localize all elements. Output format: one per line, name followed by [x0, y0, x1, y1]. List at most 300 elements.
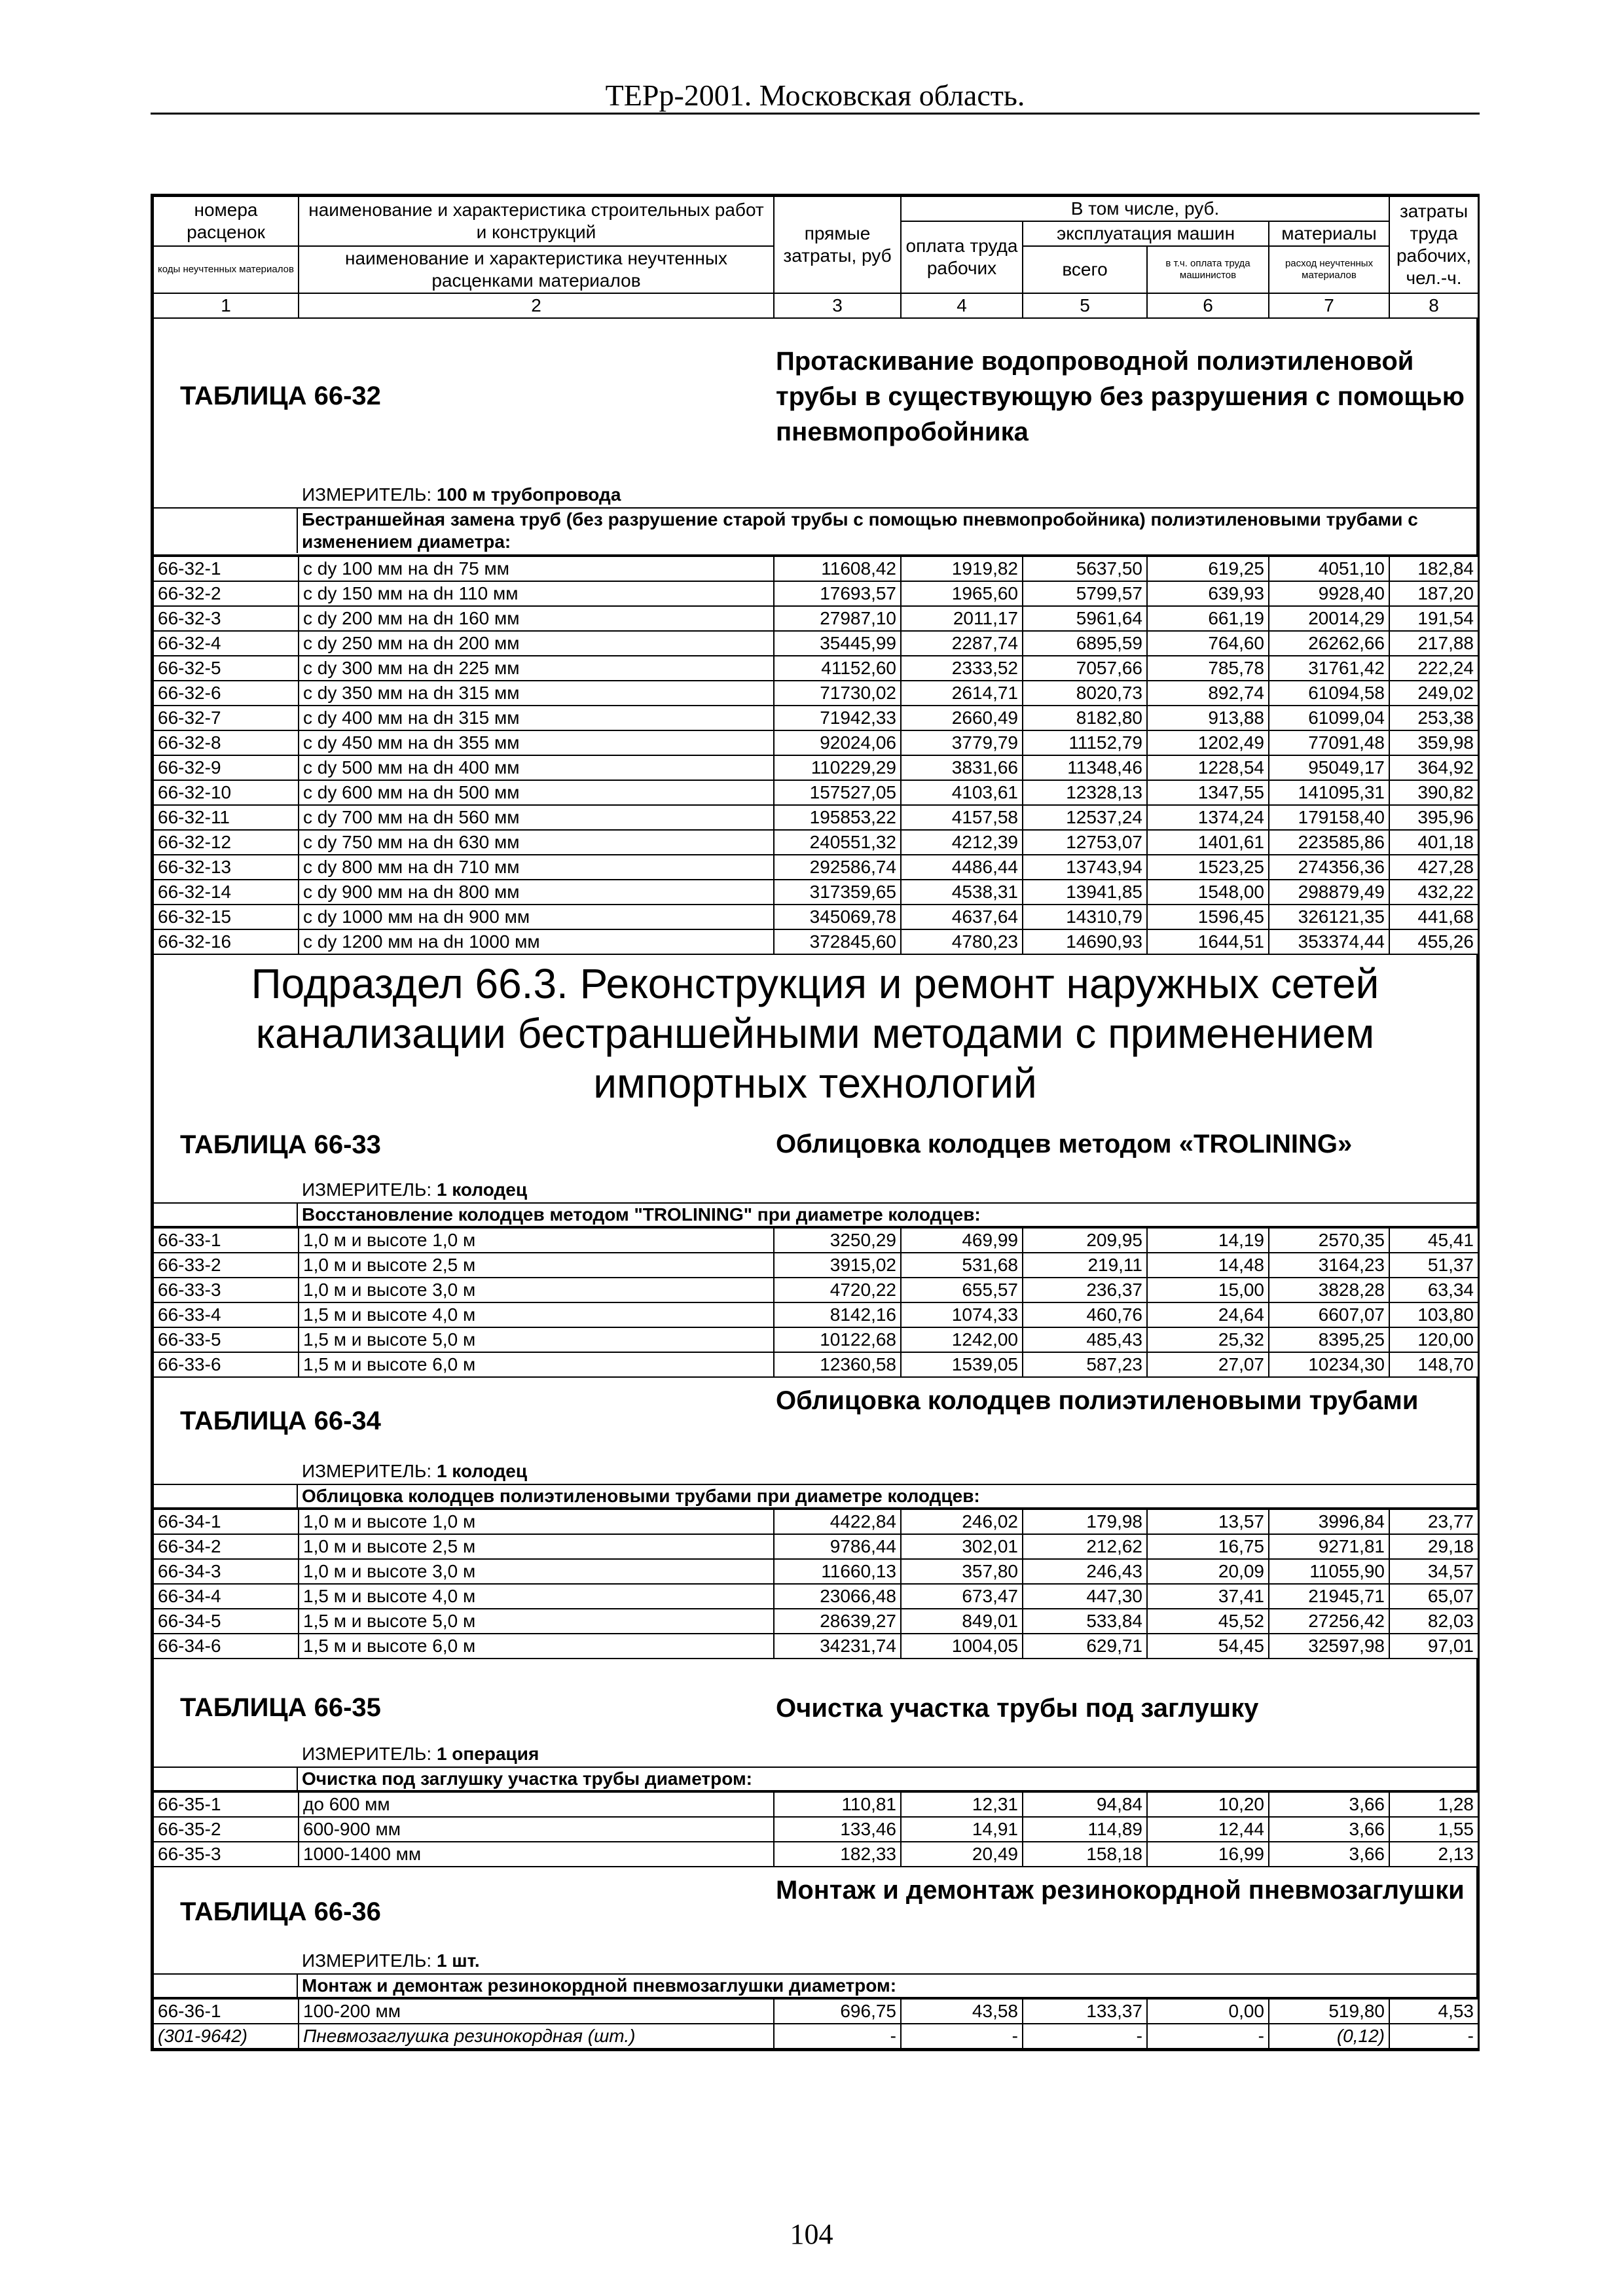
rate-value: 43,58	[901, 1999, 1023, 2024]
rate-value: 441,68	[1389, 905, 1478, 929]
rate-value: 1074,33	[901, 1302, 1023, 1327]
rate-value: 1523,25	[1147, 855, 1269, 880]
rate-value: 8182,80	[1023, 706, 1147, 730]
rate-value: 14690,93	[1023, 929, 1147, 954]
rate-value: 1539,05	[901, 1352, 1023, 1377]
rates-table	[153, 556, 1479, 955]
rates-table	[153, 1791, 1479, 1867]
rate-value: 13,57	[1147, 1509, 1269, 1534]
rate-value: 2287,74	[901, 631, 1023, 656]
rate-value: 661,19	[1147, 606, 1269, 631]
table-row	[153, 830, 1478, 855]
rate-value: 353374,44	[1269, 929, 1389, 954]
rate-value: 298879,49	[1269, 880, 1389, 905]
rate-value: 12328,13	[1023, 780, 1147, 805]
rate-description: 1,5 м и высоте 5,0 м	[299, 1327, 774, 1352]
rate-value: 3,66	[1269, 1817, 1389, 1842]
rate-value: 673,47	[901, 1584, 1023, 1609]
table-description: Монтаж и демонтаж резинокордной пневмозаглушки	[776, 1876, 1465, 1905]
rate-value: 14310,79	[1023, 905, 1147, 929]
col-number: 6	[1147, 293, 1269, 318]
table-description: Протаскивание водопроводной полиэтиленовой трубы в существующую без разрушения с помощью пневмопробойника	[776, 347, 1465, 446]
rate-value: 179158,40	[1269, 805, 1389, 830]
col-labor-header: затраты труда рабочих, чел.-ч.	[1389, 196, 1478, 293]
rate-value: 14,91	[901, 1817, 1023, 1842]
rate-code: 66-32-7	[153, 706, 299, 730]
group-heading	[153, 1202, 1478, 1227]
rate-value: 16,75	[1147, 1534, 1269, 1559]
rate-value: 219,11	[1023, 1253, 1147, 1278]
table-row	[153, 556, 1478, 581]
rate-value: 485,43	[1023, 1327, 1147, 1352]
col-number: 2	[299, 293, 774, 318]
rate-value: 10122,68	[774, 1327, 901, 1352]
rate-value: 23,77	[1389, 1509, 1478, 1534]
rate-value: 11608,42	[774, 556, 901, 581]
rate-value: 1374,24	[1147, 805, 1269, 830]
rate-value: 182,33	[774, 1842, 901, 1867]
rate-value: 77091,48	[1269, 730, 1389, 755]
rate-value: 619,25	[1147, 556, 1269, 581]
rate-description: 1,5 м и высоте 6,0 м	[299, 1634, 774, 1659]
rate-value: 4486,44	[901, 855, 1023, 880]
table-66-34-title	[153, 1378, 1478, 1459]
rate-value: 390,82	[1389, 780, 1478, 805]
rate-value: 32597,98	[1269, 1634, 1389, 1659]
rate-code: 66-35-3	[153, 1842, 299, 1867]
table-row	[153, 1228, 1478, 1253]
table-row	[153, 1327, 1478, 1352]
rate-value: 16,99	[1147, 1842, 1269, 1867]
rate-value: 1242,00	[901, 1327, 1023, 1352]
rate-value: 460,76	[1023, 1302, 1147, 1327]
rate-description: 600-900 мм	[299, 1817, 774, 1842]
group-text: Очистка под заглушку участка трубы диаметром:	[297, 1768, 1476, 1790]
rate-code: 66-32-1	[153, 556, 299, 581]
rate-value: 4538,31	[901, 880, 1023, 905]
rate-value: -	[1389, 2024, 1478, 2049]
measure-line	[153, 1177, 1478, 1202]
price-sheet	[151, 194, 1480, 2051]
rate-value: 0,00	[1147, 1999, 1269, 2024]
running-header: ТЕРр-2001. Московская область.	[605, 79, 1025, 112]
rate-value: 455,26	[1389, 929, 1478, 954]
rate-code: 66-34-6	[153, 1634, 299, 1659]
rate-value: 9928,40	[1269, 581, 1389, 606]
rate-code: 66-32-11	[153, 805, 299, 830]
rate-value: 1347,55	[1147, 780, 1269, 805]
rate-code: 66-33-3	[153, 1278, 299, 1302]
rate-value: 8020,73	[1023, 681, 1147, 706]
rate-description: с dy 450 мм на dн 355 мм	[299, 730, 774, 755]
measure-line	[153, 482, 1478, 507]
rate-description: с dy 700 мм на dн 560 мм	[299, 805, 774, 830]
rate-value: 6607,07	[1269, 1302, 1389, 1327]
rate-description: с dy 1200 мм на dн 1000 мм	[299, 929, 774, 954]
rate-description: 1,5 м и высоте 5,0 м	[299, 1609, 774, 1634]
rate-value: 1004,05	[901, 1634, 1023, 1659]
rate-description: 1,0 м и высоте 1,0 м	[299, 1509, 774, 1534]
rate-code: 66-33-4	[153, 1302, 299, 1327]
rate-value: 6895,59	[1023, 631, 1147, 656]
rate-code: (301-9642)	[153, 2024, 299, 2049]
rate-value: 61099,04	[1269, 706, 1389, 730]
rate-value: 240551,32	[774, 830, 901, 855]
col-code-header: номера расценок	[153, 196, 299, 246]
rate-value: 2011,17	[901, 606, 1023, 631]
rate-value: 28639,27	[774, 1609, 901, 1634]
rate-value: 182,84	[1389, 556, 1478, 581]
rate-value: 357,80	[901, 1559, 1023, 1584]
rate-value: 3,66	[1269, 1792, 1389, 1817]
rate-value: 655,57	[901, 1278, 1023, 1302]
table-row	[153, 730, 1478, 755]
rate-value: 12537,24	[1023, 805, 1147, 830]
rate-value: 764,60	[1147, 631, 1269, 656]
rate-value: 195853,22	[774, 805, 901, 830]
table-row	[153, 855, 1478, 880]
rate-value: 71942,33	[774, 706, 901, 730]
rate-value: 274356,36	[1269, 855, 1389, 880]
rate-description: 1,0 м и высоте 3,0 м	[299, 1278, 774, 1302]
rates-table	[153, 1509, 1479, 1659]
page-number: 104	[790, 2218, 833, 2250]
rate-description: с dy 350 мм на dн 315 мм	[299, 681, 774, 706]
rate-value: 302,01	[901, 1534, 1023, 1559]
col-machines-total: всего	[1023, 246, 1147, 293]
rate-value: 25,32	[1147, 1327, 1269, 1352]
rate-value: 12,44	[1147, 1817, 1269, 1842]
column-header	[153, 196, 1479, 319]
rate-value: 2333,52	[901, 656, 1023, 681]
rate-description: 1,5 м и высоте 4,0 м	[299, 1584, 774, 1609]
group-heading	[153, 1767, 1478, 1791]
rate-value: 45,41	[1389, 1228, 1478, 1253]
rate-description: 1,5 м и высоте 6,0 м	[299, 1352, 774, 1377]
rate-value: 217,88	[1389, 631, 1478, 656]
rate-value: 447,30	[1023, 1584, 1147, 1609]
rate-value: 37,41	[1147, 1584, 1269, 1609]
group-heading	[153, 1484, 1478, 1509]
measure-label: ИЗМЕРИТЕЛЬ:	[302, 484, 432, 505]
table-row	[153, 706, 1478, 730]
table-row	[153, 905, 1478, 929]
rate-value: -	[901, 2024, 1023, 2049]
measure-value: 1 операция	[436, 1744, 539, 1764]
rate-value: 27987,10	[774, 606, 901, 631]
rate-value: 2570,35	[1269, 1228, 1389, 1253]
rate-value: 24,64	[1147, 1302, 1269, 1327]
rate-value: 8395,25	[1269, 1327, 1389, 1352]
col-number: 3	[774, 293, 901, 318]
rate-value: 179,98	[1023, 1509, 1147, 1534]
rate-code: 66-32-14	[153, 880, 299, 905]
rate-value: 1919,82	[901, 556, 1023, 581]
rate-value: 71730,02	[774, 681, 901, 706]
rate-description: с dy 200 мм на dн 160 мм	[299, 606, 774, 631]
rate-code: 66-32-6	[153, 681, 299, 706]
table-row	[153, 880, 1478, 905]
table-row	[153, 1842, 1478, 1867]
rate-value: 141095,31	[1269, 780, 1389, 805]
measure-value: 100 м трубопровода	[436, 484, 621, 505]
rate-code: 66-32-13	[153, 855, 299, 880]
rate-code: 66-36-1	[153, 1999, 299, 2024]
rate-value: 249,02	[1389, 681, 1478, 706]
rate-value: 11152,79	[1023, 730, 1147, 755]
measure-value: 1 колодец	[436, 1179, 528, 1200]
rate-value: 120,00	[1389, 1327, 1478, 1352]
rate-value: 246,02	[901, 1509, 1023, 1534]
rate-value: 395,96	[1389, 805, 1478, 830]
rate-value: 292586,74	[774, 855, 901, 880]
rate-value: 20,49	[901, 1842, 1023, 1867]
rate-value: 345069,78	[774, 905, 901, 929]
rate-value: 45,52	[1147, 1609, 1269, 1634]
table-row	[153, 1302, 1478, 1327]
table-row	[153, 1534, 1478, 1559]
rate-value: 3915,02	[774, 1253, 901, 1278]
rate-code: 66-34-2	[153, 1534, 299, 1559]
rate-value: -	[1147, 2024, 1269, 2049]
rate-value: 34231,74	[774, 1634, 901, 1659]
header-rule	[151, 113, 1480, 115]
measure-line	[153, 1948, 1478, 1973]
rate-value: 3250,29	[774, 1228, 901, 1253]
rate-code: 66-32-10	[153, 780, 299, 805]
rate-value: 82,03	[1389, 1609, 1478, 1634]
rate-description: 100-200 мм	[299, 1999, 774, 2024]
rate-value: 26262,66	[1269, 631, 1389, 656]
table-description: Очистка участка трубы под заглушку	[776, 1694, 1259, 1723]
rate-code: 66-35-2	[153, 1817, 299, 1842]
table-row	[153, 1278, 1478, 1302]
rate-value: 158,18	[1023, 1842, 1147, 1867]
rate-value: 114,89	[1023, 1817, 1147, 1842]
rate-value: 11660,13	[774, 1559, 901, 1584]
measure-label: ИЗМЕРИТЕЛЬ:	[302, 1744, 432, 1764]
group-text: Бестраншейная замена труб (без разрушение старой трубы с помощью пневмопробойника) полиэтиленовыми трубами с изменением диаметра:	[297, 509, 1476, 553]
rate-value: 14,19	[1147, 1228, 1269, 1253]
rate-value: 3,66	[1269, 1842, 1389, 1867]
rate-description: с dy 900 мм на dн 800 мм	[299, 880, 774, 905]
group-text: Восстановление колодцев методом "TROLINING" при диаметре колодцев:	[297, 1204, 1476, 1226]
rate-value: 4780,23	[901, 929, 1023, 954]
rate-description: 1000-1400 мм	[299, 1842, 774, 1867]
table-row	[153, 606, 1478, 631]
rate-value: 246,43	[1023, 1559, 1147, 1584]
rate-description: с dy 500 мм на dн 400 мм	[299, 755, 774, 780]
rate-description: до 600 мм	[299, 1792, 774, 1817]
rate-code: 66-32-8	[153, 730, 299, 755]
rate-value: 5961,64	[1023, 606, 1147, 631]
rate-code: 66-34-3	[153, 1559, 299, 1584]
rate-value: 4157,58	[901, 805, 1023, 830]
measure-label: ИЗМЕРИТЕЛЬ:	[302, 1950, 432, 1971]
rate-value: 236,37	[1023, 1278, 1147, 1302]
rate-value: 11348,46	[1023, 755, 1147, 780]
rate-value: 97,01	[1389, 1634, 1478, 1659]
rate-value: 103,80	[1389, 1302, 1478, 1327]
rate-value: 432,22	[1389, 880, 1478, 905]
rate-value: 27,07	[1147, 1352, 1269, 1377]
rate-value: 41152,60	[774, 656, 901, 681]
table-description: Облицовка колодцев методом «TROLINING»	[776, 1130, 1353, 1158]
rate-value: 27256,42	[1269, 1609, 1389, 1634]
rate-value: 3831,66	[901, 755, 1023, 780]
rate-value: 34,57	[1389, 1559, 1478, 1584]
rate-value: 326121,35	[1269, 905, 1389, 929]
measure-line	[153, 1459, 1478, 1484]
rate-value: 372845,60	[774, 929, 901, 954]
rate-description: Пневмозаглушка резинокордная (шт.)	[299, 2024, 774, 2049]
group-text: Монтаж и демонтаж резинокордной пневмозаглушки диаметром:	[297, 1975, 1476, 1997]
rate-value: 31761,42	[1269, 656, 1389, 681]
rate-value: 519,80	[1269, 1999, 1389, 2024]
rate-value: 253,38	[1389, 706, 1478, 730]
rate-value: 3164,23	[1269, 1253, 1389, 1278]
measure-value: 1 колодец	[436, 1461, 528, 1481]
table-row	[153, 581, 1478, 606]
rate-description: с dy 250 мм на dн 200 мм	[299, 631, 774, 656]
rate-value: 11055,90	[1269, 1559, 1389, 1584]
rate-value: 849,01	[901, 1609, 1023, 1634]
table-66-36-title	[153, 1867, 1478, 1948]
rate-value: 4,53	[1389, 1999, 1478, 2024]
rate-value: 191,54	[1389, 606, 1478, 631]
rate-code: 66-33-6	[153, 1352, 299, 1377]
rate-description: с dy 1000 мм на dн 900 мм	[299, 905, 774, 929]
table-row	[153, 1792, 1478, 1817]
table-name: ТАБЛИЦА 66-36	[180, 1897, 381, 1926]
rate-value: 92024,06	[774, 730, 901, 755]
col-number: 4	[901, 293, 1023, 318]
rate-value: 639,93	[1147, 581, 1269, 606]
rate-value: 157527,05	[774, 780, 901, 805]
table-row	[153, 2024, 1478, 2049]
rate-value: 785,78	[1147, 656, 1269, 681]
rate-code: 66-32-2	[153, 581, 299, 606]
rate-value: -	[774, 2024, 901, 2049]
rate-description: с dy 400 мм на dн 315 мм	[299, 706, 774, 730]
rate-value: 20014,29	[1269, 606, 1389, 631]
rate-code: 66-34-5	[153, 1609, 299, 1634]
table-row	[153, 1609, 1478, 1634]
rate-description: 1,0 м и высоте 2,5 м	[299, 1253, 774, 1278]
subsection-heading: Подраздел 66.3. Реконструкция и ремонт наружных сетей канализации бестраншейными методами с применением импортных технологий	[153, 955, 1478, 1119]
measure-value: 1 шт.	[436, 1950, 480, 1971]
rate-description: с dy 300 мм на dн 225 мм	[299, 656, 774, 681]
table-row	[153, 780, 1478, 805]
rate-value: 12360,58	[774, 1352, 901, 1377]
rate-value: 95049,17	[1269, 755, 1389, 780]
rate-value: 1401,61	[1147, 830, 1269, 855]
table-row	[153, 1509, 1478, 1534]
rate-value: 21945,71	[1269, 1584, 1389, 1609]
col-direct-header: прямые затраты, руб	[774, 196, 901, 293]
rate-value: 222,24	[1389, 656, 1478, 681]
rate-value: 1596,45	[1147, 905, 1269, 929]
rate-value: 10234,30	[1269, 1352, 1389, 1377]
table-name: ТАБЛИЦА 66-34	[180, 1407, 381, 1435]
table-row	[153, 681, 1478, 706]
rate-value: 317359,65	[774, 880, 901, 905]
table-row	[153, 1352, 1478, 1377]
rate-value: 15,00	[1147, 1278, 1269, 1302]
rates-table	[153, 1998, 1479, 2049]
rate-value: 5637,50	[1023, 556, 1147, 581]
rate-code: 66-32-9	[153, 755, 299, 780]
rate-value: 12753,07	[1023, 830, 1147, 855]
rate-value: 61094,58	[1269, 681, 1389, 706]
rate-value: 629,71	[1023, 1634, 1147, 1659]
rate-value: 1965,60	[901, 581, 1023, 606]
rate-value: 13941,85	[1023, 880, 1147, 905]
rate-value: 9271,81	[1269, 1534, 1389, 1559]
rate-value: 913,88	[1147, 706, 1269, 730]
rate-value: 1644,51	[1147, 929, 1269, 954]
rate-description: с dy 150 мм на dн 110 мм	[299, 581, 774, 606]
rate-value: 3779,79	[901, 730, 1023, 755]
rates-table	[153, 1227, 1479, 1378]
rate-value: 359,98	[1389, 730, 1478, 755]
table-name: ТАБЛИЦА 66-32	[180, 382, 381, 410]
rate-value: 1228,54	[1147, 755, 1269, 780]
col-materials-header: материалы	[1269, 221, 1389, 246]
rate-code: 66-33-5	[153, 1327, 299, 1352]
col-number: 8	[1389, 293, 1478, 318]
rate-code: 66-32-12	[153, 830, 299, 855]
rate-value: 4720,22	[774, 1278, 901, 1302]
rate-value: 401,18	[1389, 830, 1478, 855]
rate-value: (0,12)	[1269, 2024, 1389, 2049]
rate-value: 2660,49	[901, 706, 1023, 730]
rate-code: 66-32-15	[153, 905, 299, 929]
rate-description: с dy 800 мм на dн 710 мм	[299, 855, 774, 880]
table-66-33-title	[153, 1119, 1478, 1177]
rate-value: 212,62	[1023, 1534, 1147, 1559]
rate-description: 1,0 м и высоте 1,0 м	[299, 1228, 774, 1253]
rate-value: 3828,28	[1269, 1278, 1389, 1302]
rate-description: 1,0 м и высоте 2,5 м	[299, 1534, 774, 1559]
rate-code: 66-33-2	[153, 1253, 299, 1278]
table-row	[153, 1817, 1478, 1842]
rate-value: 4637,64	[901, 905, 1023, 929]
rate-value: 1,28	[1389, 1792, 1478, 1817]
table-row	[153, 631, 1478, 656]
rate-code: 66-32-16	[153, 929, 299, 954]
rate-value: 187,20	[1389, 581, 1478, 606]
col-number: 7	[1269, 293, 1389, 318]
rate-value: 10,20	[1147, 1792, 1269, 1817]
rate-value: 4103,61	[901, 780, 1023, 805]
rate-value: 13743,94	[1023, 855, 1147, 880]
rate-code: 66-32-3	[153, 606, 299, 631]
rate-value: 65,07	[1389, 1584, 1478, 1609]
col-code-sub: коды неучтенных материалов	[153, 246, 299, 293]
rate-value: 1,55	[1389, 1817, 1478, 1842]
rate-value: 110229,29	[774, 755, 901, 780]
rate-value: 5799,57	[1023, 581, 1147, 606]
rate-value: 17693,57	[774, 581, 901, 606]
rate-value: 531,68	[901, 1253, 1023, 1278]
rate-value: 12,31	[901, 1792, 1023, 1817]
rate-value: 148,70	[1389, 1352, 1478, 1377]
measure-line	[153, 1742, 1478, 1767]
rate-value: 533,84	[1023, 1609, 1147, 1634]
rate-code: 66-35-1	[153, 1792, 299, 1817]
rate-value: 7057,66	[1023, 656, 1147, 681]
